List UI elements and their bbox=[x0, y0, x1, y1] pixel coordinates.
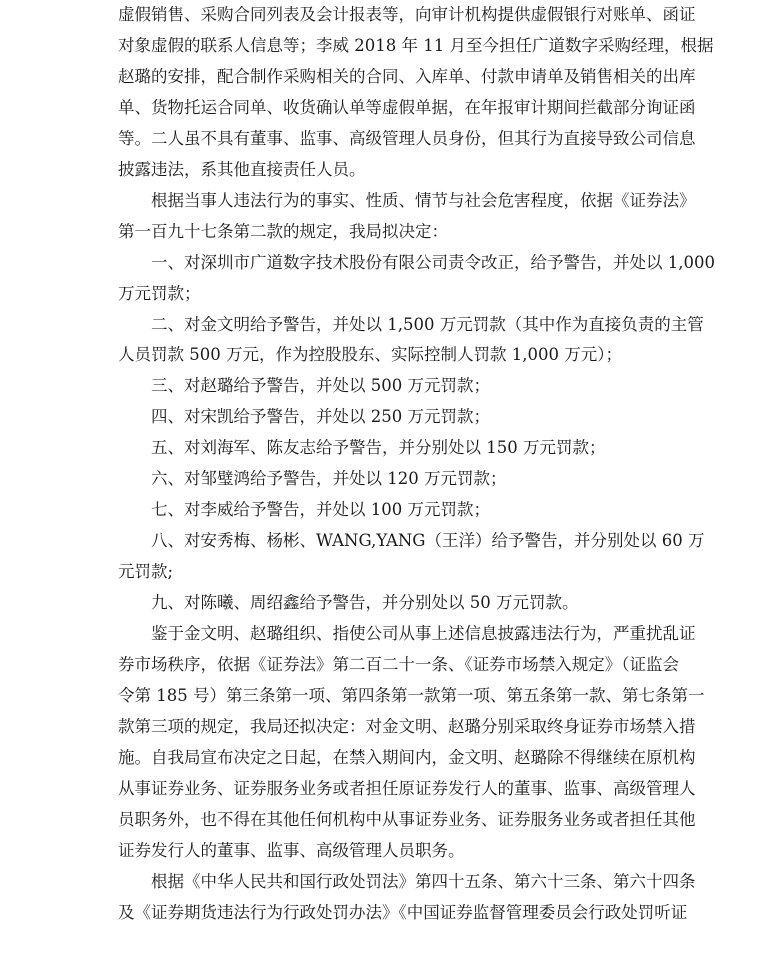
text-line: 员职务外，也不得在其他任何机构中从事证券业务、证券服务业务或者担任其他 bbox=[118, 809, 696, 829]
paragraph-market-ban bbox=[118, 619, 705, 867]
text-line: 九、对陈曦、周绍鑫给予警告，并分别处以 50 万元罚款。 bbox=[151, 593, 579, 613]
text-line: 款第三项的规定，我局还拟决定：对金文明、赵璐分别采取终身证券市场禁入措 bbox=[118, 716, 696, 736]
paragraph-legal-basis bbox=[118, 867, 696, 929]
paragraph-item-4 bbox=[118, 402, 674, 433]
paragraph-continuation bbox=[118, 0, 714, 186]
text-line: 施。自我局宣布决定之日起，在禁入期间内，金文明、赵璐除不得继续在原机构 bbox=[118, 747, 696, 767]
text-line: 赵璐的安排，配合制作采购相关的合同、入库单、付款申请单及销售相关的出库 bbox=[118, 66, 696, 86]
text-line: 虚假销售、采购合同列表及会计报表等，向审计机构提供虚假银行对账单、函证 bbox=[118, 5, 696, 24]
text-line: 等。二人虽不具有董事、监事、高级管理人员身份，但其行为直接导致公司信息 bbox=[118, 128, 696, 148]
text-line: 鉴于金文明、赵璐组织、指使公司从事上述信息披露违法行为，严重扰乱证 bbox=[151, 624, 696, 644]
paragraph-basis bbox=[118, 186, 696, 248]
paragraph-item-7 bbox=[118, 495, 674, 526]
paragraph-item-8 bbox=[118, 526, 705, 588]
paragraph-item-5 bbox=[118, 433, 674, 464]
text-line: 一、对深圳市广道数字技术股份有限公司责令改正，给予警告，并处以 1,000 bbox=[151, 252, 715, 272]
text-line: 及《证券期货违法行为行政处罚办法》《中国证券监督管理委员会行政处罚听证 bbox=[118, 902, 688, 922]
text-line: 六、对邹璧鸿给予警告，并处以 120 万元罚款； bbox=[151, 469, 507, 489]
text-line: 根据当事人违法行为的事实、性质、情节与社会危害程度，依据《证券法》 bbox=[151, 190, 696, 210]
text-line: 根据《中华人民共和国行政处罚法》第四十五条、第六十三条、第六十四条 bbox=[151, 871, 696, 891]
text-line: 万元罚款； bbox=[118, 283, 201, 303]
text-line: 元罚款; bbox=[118, 562, 174, 582]
text-line: 第一百九十七条第二款的规定，我局拟决定： bbox=[118, 221, 448, 241]
text-line: 从事证券业务、证券服务业务或者担任原证券发行人的董事、监事、高级管理人 bbox=[118, 778, 696, 798]
text-line: 四、对宋凯给予警告，并处以 250 万元罚款； bbox=[151, 407, 490, 427]
text-line: 披露违法，系其他直接责任人员。 bbox=[118, 159, 366, 179]
text-line: 五、对刘海军、陈友志给予警告，并分别处以 150 万元罚款； bbox=[151, 438, 606, 458]
text-line: 三、对赵璐给予警告，并处以 500 万元罚款； bbox=[151, 376, 490, 396]
text-line: 人员罚款 500 万元，作为控股股东、实际控制人罚款 1,000 万元）； bbox=[118, 345, 622, 365]
text-line: 券市场秩序，依据《证券法》第二百二十一条、《证券市场禁入规定》（证监会 bbox=[118, 655, 679, 675]
paragraph-item-3 bbox=[118, 371, 674, 402]
text-line: 令第 185 号）第三条第一项、第四条第一款第一项、第五条第一款、第七条第一 bbox=[118, 685, 705, 705]
paragraph-item-2 bbox=[118, 310, 704, 372]
text-line: 七、对李威给予警告，并处以 100 万元罚款； bbox=[151, 500, 490, 520]
text-line: 单、货物托运合同单、收货确认单等虚假单据，在年报审计期间拦截部分询证函 bbox=[118, 97, 696, 117]
text-line: 八、对安秀梅、杨彬、WANG,YANG（王洋）给予警告，并分别处以 60 万 bbox=[151, 531, 705, 551]
text-line: 二、对金文明给予警告，并处以 1,500 万元罚款（其中作为直接负责的主管 bbox=[151, 314, 704, 334]
paragraph-item-1 bbox=[118, 248, 715, 310]
paragraph-item-6 bbox=[118, 464, 674, 495]
text-line: 证券发行人的董事、监事、高级管理人员职务。 bbox=[118, 840, 465, 860]
document-page bbox=[118, 0, 715, 929]
paragraph-item-9 bbox=[118, 588, 674, 619]
text-line: 对象虚假的联系人信息等；李威 2018 年 11 月至今担任广道数字采购经理，根据 bbox=[118, 35, 714, 55]
